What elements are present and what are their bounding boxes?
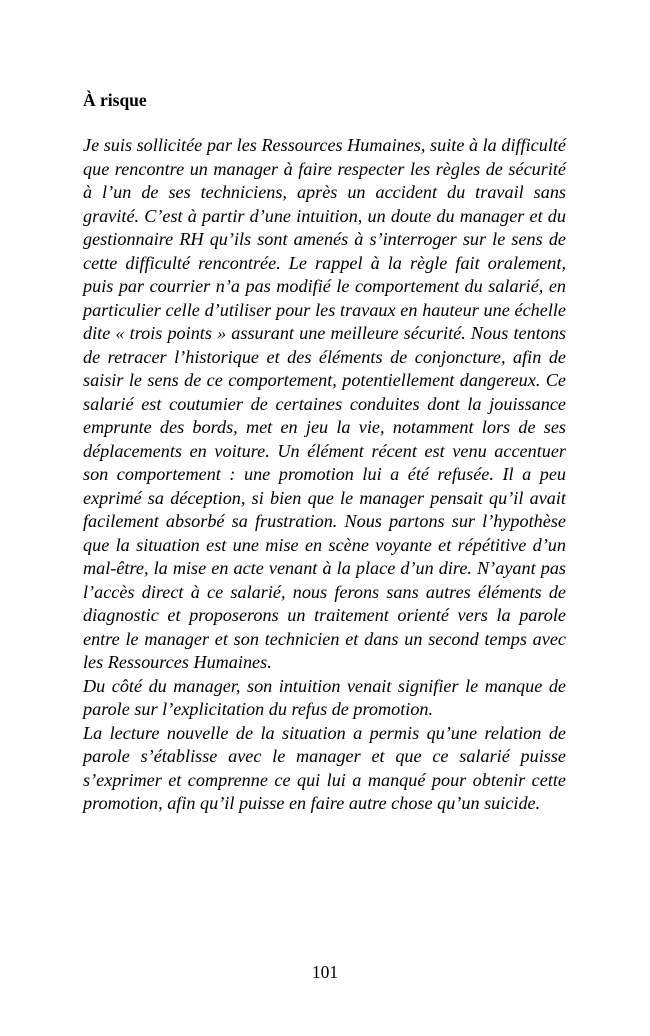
page-content bbox=[83, 88, 566, 816]
section-heading: À risque bbox=[83, 90, 147, 110]
paragraph: Du côté du manager, son intuition venait signifier le manque de parole sur l’explicitation du refus de promotion. bbox=[83, 675, 566, 719]
paragraph: La lecture nouvelle de la situation a permis qu’une relation de parole s’établisse avec le manager et que ce salarié puisse s’exprimer et comprenne ce qui lui a manqué pour obtenir cette promotion, afin qu’il puisse en faire autre chose qu’un suicide. bbox=[83, 722, 566, 813]
paragraph: Je suis sollicitée par les Ressources Humaines, suite à la difficulté que rencontre un manager à faire respecter les règles de sécurité à l’un de ses techniciens, après un accident du travail sans gravité. C’est à partir d’une intuition, un doute du manager et du gestionnaire RH qu’ils sont amenés à s’interroger sur le sens de cette difficulté rencontrée. Le rappel à la règle fait oralement, puis par courrier n’a pas modifié le comportement du salarié, en particulier celle d’utiliser pour les travaux en hauteur une échelle dite « trois points » assurant une meilleure sécurité. Nous tentons de retracer l’historique et des éléments de conjoncture, afin de saisir le sens de ce comportement, potentiellement dangereux. Ce salarié est coutumier de certaines conduites dont la jouissance emprunte des bords, met en jeu la vie, notamment lors de ses déplacements en voiture. Un élément récent est venu accentuer son comportement : une promotion lui a été refusée. Il a peu exprimé sa déception, si bien que le manager pensait qu’il avait facilement absorbé sa frustration. Nous partons sur l’hypothèse que la situation est une mise en scène voyante et répétitive d’un mal-être, la mise en acte venant à la place d’un dire. N’ayant pas l’accès direct à ce salarié, nous ferons sans autres éléments de diagnostic et proposerons un traitement orienté vers la parole entre le manager et son technicien et dans un second temps avec les Ressources Humaines. bbox=[83, 135, 566, 672]
page-number: 101 bbox=[311, 962, 339, 982]
